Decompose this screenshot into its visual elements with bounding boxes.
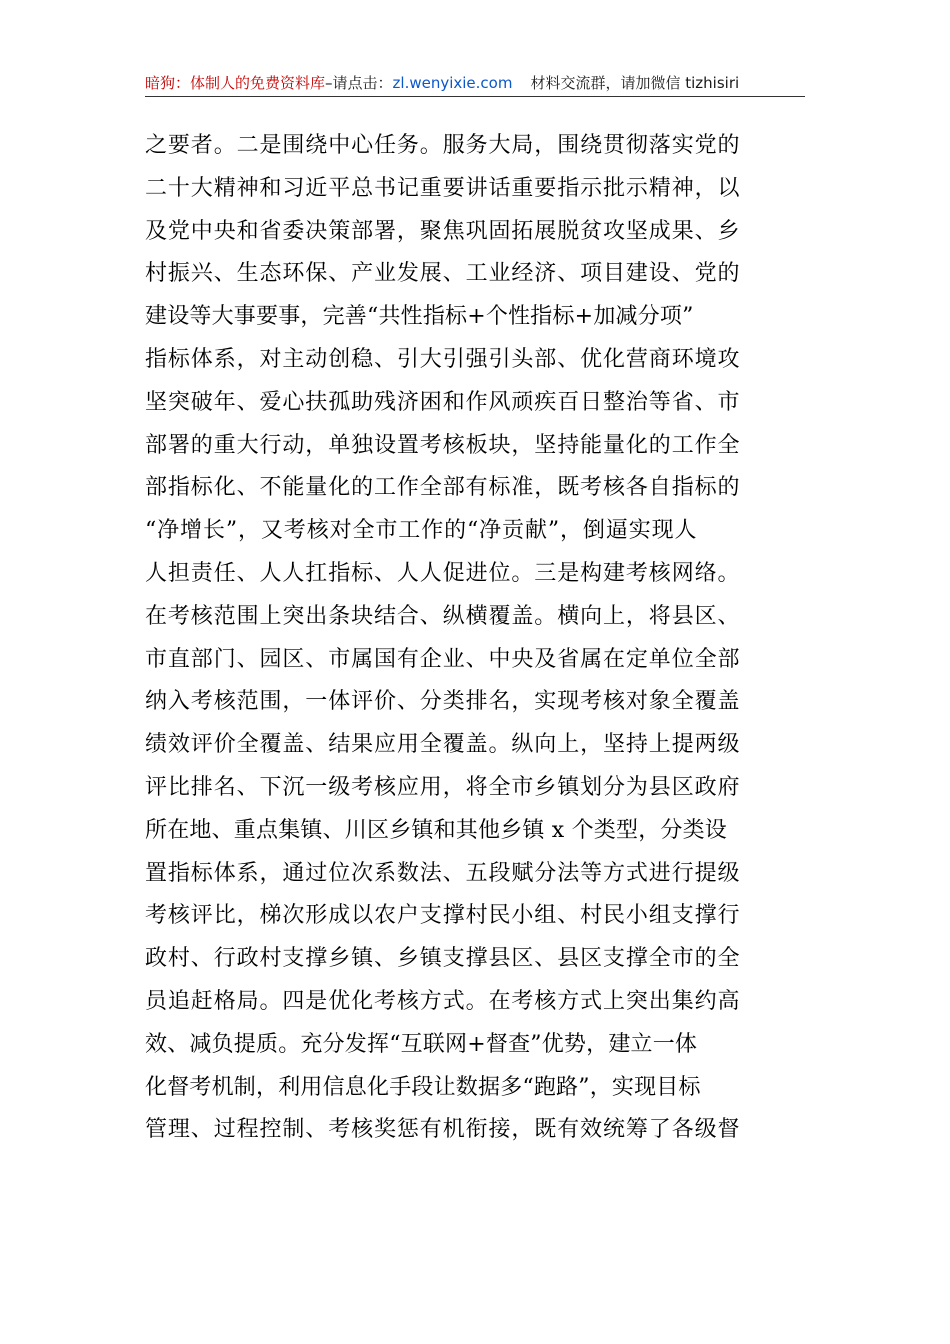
text-line: 村振兴、生态环保、产业发展、工业经济、项目建设、党的 <box>145 261 741 287</box>
click-prompt: –请点击： <box>325 74 393 92</box>
text-line: 部指标化、不能量化的工作全部有标准，既考核各自指标的 <box>145 475 741 501</box>
text-line: 坚突破年、爱心扶孤助残济困和作风顽疾百日整治等省、市 <box>145 389 741 415</box>
page-header <box>145 72 805 96</box>
text-line: 部署的重大行动，单独设置考核板块，坚持能量化的工作全 <box>145 432 741 458</box>
text-line: 考核评比，梯次形成以农户支撑村民小组、村民小组支撑行 <box>145 903 741 929</box>
text-line: 在考核范围上突出条块结合、纵横覆盖。横向上，将县区、 <box>145 603 741 629</box>
text-line: 置指标体系，通过位次系数法、五段赋分法等方式进行提级 <box>145 860 741 886</box>
text-line: 指标体系，对主动创稳、引大引强引头部、优化营商环境攻 <box>145 346 741 372</box>
text-line: 效、减负提质。充分发挥“互联网+督查”优势，建立一体 <box>145 1031 698 1057</box>
contact-text: 材料交流群，请加微信 tizhisiri <box>530 74 740 92</box>
text-line: 评比排名、下沉一级考核应用，将全市乡镇划分为县区政府 <box>145 774 741 800</box>
text-line: 二十大精神和习近平总书记重要讲话重要指示批示精神，以 <box>145 175 741 201</box>
document-body <box>145 125 810 1152</box>
site-url-link[interactable]: zl.wenyixie.com <box>392 74 513 92</box>
site-label: 暗狗：体制人的免费资料库 <box>145 74 326 92</box>
text-line: 及党中央和省委决策部署，聚焦巩固拓展脱贫攻坚成果、乡 <box>145 218 741 244</box>
text-line: 所在地、重点集镇、川区乡镇和其他乡镇 x 个类型，分类设 <box>145 817 727 843</box>
text-line: “净增长”，又考核对全市工作的“净贡献”，倒逼实现人 <box>145 518 698 544</box>
text-line: 人担责任、人人扛指标、人人促进位。三是构建考核网络。 <box>145 560 741 586</box>
text-line: 市直部门、园区、市属国有企业、中央及省属在定单位全部 <box>145 646 741 672</box>
text-line: 管理、过程控制、考核奖惩有机衔接，既有效统筹了各级督 <box>145 1117 741 1143</box>
text-line: 员追赶格局。四是优化考核方式。在考核方式上突出集约高 <box>145 988 741 1014</box>
text-line: 纳入考核范围，一体评价、分类排名，实现考核对象全覆盖 <box>145 689 741 715</box>
text-line: 绩效评价全覆盖、结果应用全覆盖。纵向上，坚持上提两级 <box>145 732 741 758</box>
text-line: 化督考机制，利用信息化手段让数据多“跑路”，实现目标 <box>145 1074 701 1100</box>
text-line: 之要者。二是围绕中心任务。服务大局，围绕贯彻落实党的 <box>145 133 741 158</box>
text-line: 政村、行政村支撑乡镇、乡镇支撑县区、县区支撑全市的全 <box>145 946 741 972</box>
text-line: 建设等大事要事，完善“共性指标+个性指标+加减分项” <box>145 304 694 330</box>
header-divider <box>145 96 805 97</box>
